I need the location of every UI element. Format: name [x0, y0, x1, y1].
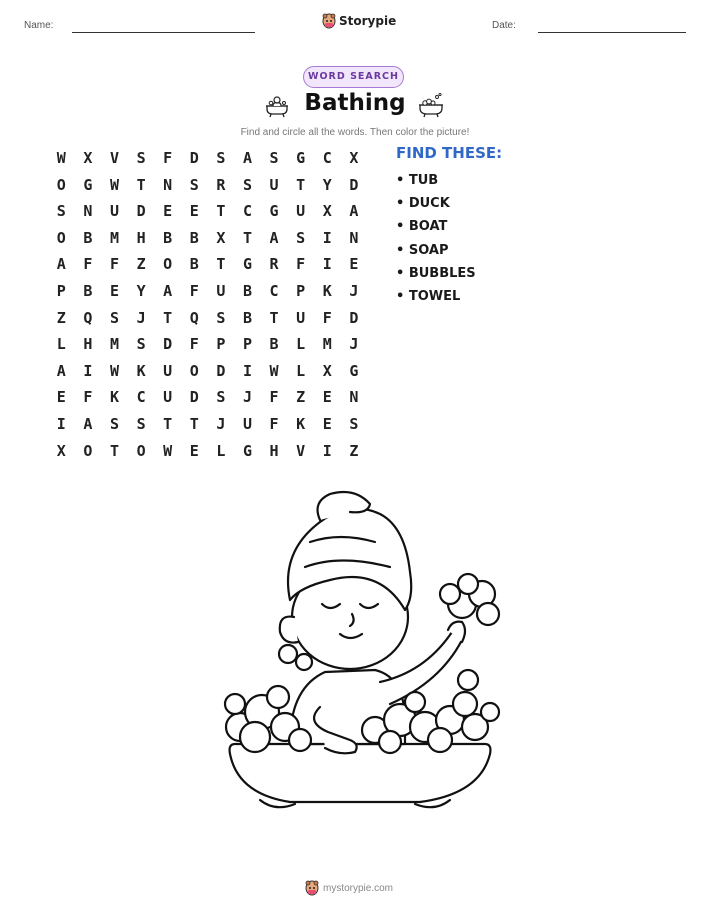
- storypie-logo-icon: [322, 13, 336, 29]
- grid-cell[interactable]: B: [189, 255, 199, 274]
- grid-cell[interactable]: D: [163, 335, 173, 354]
- grid-cell[interactable]: W: [109, 361, 119, 380]
- grid-cell[interactable]: F: [189, 281, 199, 300]
- grid-cell[interactable]: B: [269, 335, 279, 354]
- grid-cell[interactable]: X: [322, 202, 332, 221]
- grid-cell[interactable]: A: [83, 414, 93, 433]
- footer-url: mystorypie.com: [323, 882, 394, 894]
- grid-cell[interactable]: G: [242, 255, 252, 274]
- grid-cell[interactable]: J: [349, 281, 359, 300]
- grid-cell[interactable]: L: [296, 361, 306, 380]
- grid-cell[interactable]: A: [242, 149, 252, 167]
- grid-cell[interactable]: S: [216, 308, 226, 327]
- grid-cell[interactable]: Y: [136, 281, 146, 300]
- grid-cell[interactable]: Q: [83, 308, 93, 327]
- bathtub-icon: [417, 92, 445, 118]
- grid-cell[interactable]: P: [242, 335, 252, 354]
- name-label: Name:: [24, 20, 54, 31]
- child-in-bubble-bath-picture: [200, 482, 510, 827]
- grid-cell[interactable]: E: [349, 255, 359, 274]
- grid-cell[interactable]: T: [296, 175, 306, 194]
- grid-cell[interactable]: P: [296, 281, 306, 300]
- grid-cell[interactable]: J: [349, 335, 359, 354]
- grid-cell[interactable]: X: [349, 149, 359, 167]
- grid-cell[interactable]: V: [296, 441, 306, 460]
- grid-cell[interactable]: E: [109, 281, 119, 300]
- rubber-duck-bathtub-icon: [264, 92, 290, 118]
- grid-cell[interactable]: K: [322, 281, 332, 300]
- grid-cell[interactable]: J: [216, 414, 226, 433]
- grid-cell[interactable]: C: [322, 149, 332, 167]
- grid-cell[interactable]: S: [189, 175, 199, 194]
- page-title: Bathing: [304, 90, 406, 116]
- grid-cell[interactable]: M: [322, 335, 332, 354]
- grid-cell[interactable]: F: [296, 255, 306, 274]
- grid-cell[interactable]: C: [242, 202, 252, 221]
- grid-cell[interactable]: J: [136, 308, 146, 327]
- grid-cell[interactable]: L: [56, 335, 66, 354]
- grid-cell[interactable]: S: [136, 149, 146, 167]
- grid-cell[interactable]: B: [242, 281, 252, 300]
- grid-cell[interactable]: U: [296, 308, 306, 327]
- grid-cell[interactable]: G: [296, 149, 306, 167]
- grid-cell[interactable]: S: [296, 228, 306, 247]
- grid-cell[interactable]: W: [56, 149, 66, 167]
- date-label: Date:: [492, 20, 516, 31]
- grid-cell[interactable]: T: [216, 202, 226, 221]
- grid-cell[interactable]: U: [296, 202, 306, 221]
- grid-cell[interactable]: F: [83, 255, 93, 274]
- grid-cell[interactable]: W: [163, 441, 173, 460]
- grid-cell[interactable]: T: [163, 308, 173, 327]
- grid-cell[interactable]: K: [296, 414, 306, 433]
- grid-cell[interactable]: T: [216, 255, 226, 274]
- grid-cell[interactable]: D: [349, 308, 359, 327]
- grid-cell[interactable]: H: [269, 441, 279, 460]
- grid-cell[interactable]: R: [216, 175, 226, 194]
- grid-cell[interactable]: D: [189, 388, 199, 407]
- grid-cell[interactable]: B: [189, 228, 199, 247]
- grid-cell[interactable]: U: [109, 202, 119, 221]
- grid-cell[interactable]: O: [136, 441, 146, 460]
- grid-cell[interactable]: Z: [136, 255, 146, 274]
- word-list-item: • BUBBLES: [396, 265, 476, 281]
- grid-cell[interactable]: A: [163, 281, 173, 300]
- grid-cell[interactable]: G: [269, 202, 279, 221]
- grid-cell[interactable]: E: [189, 202, 199, 221]
- grid-cell[interactable]: X: [83, 149, 93, 167]
- grid-cell[interactable]: F: [322, 308, 332, 327]
- grid-cell[interactable]: I: [322, 255, 332, 274]
- grid-cell[interactable]: K: [136, 361, 146, 380]
- grid-cell[interactable]: T: [109, 441, 119, 460]
- grid-cell[interactable]: B: [83, 228, 93, 247]
- grid-cell[interactable]: F: [269, 414, 279, 433]
- grid-cell[interactable]: F: [163, 149, 173, 167]
- grid-cell[interactable]: Z: [349, 441, 359, 460]
- grid-cell[interactable]: S: [269, 149, 279, 167]
- grid-cell[interactable]: E: [56, 388, 66, 407]
- grid-cell[interactable]: A: [349, 202, 359, 221]
- grid-cell[interactable]: I: [322, 228, 332, 247]
- grid-cell[interactable]: Y: [322, 175, 332, 194]
- grid-cell[interactable]: Z: [56, 308, 66, 327]
- grid-cell[interactable]: T: [269, 308, 279, 327]
- grid-cell[interactable]: D: [136, 202, 146, 221]
- grid-cell[interactable]: X: [216, 228, 226, 247]
- grid-cell[interactable]: A: [56, 361, 66, 380]
- word-list-item: • TUB: [396, 173, 439, 188]
- grid-cell[interactable]: D: [189, 149, 199, 167]
- grid-cell[interactable]: F: [189, 335, 199, 354]
- grid-cell[interactable]: F: [269, 388, 279, 407]
- grid-cell[interactable]: O: [83, 441, 93, 460]
- grid-cell[interactable]: H: [136, 228, 146, 247]
- word-list-item: • SOAP: [396, 242, 449, 258]
- grid-cell[interactable]: O: [163, 255, 173, 274]
- grid-cell[interactable]: T: [189, 414, 199, 433]
- grid-cell[interactable]: I: [56, 414, 66, 433]
- grid-cell[interactable]: B: [163, 228, 173, 247]
- grid-cell[interactable]: D: [216, 361, 226, 380]
- grid-cell[interactable]: P: [216, 335, 226, 354]
- grid-cell[interactable]: Z: [296, 388, 306, 407]
- word-search-badge: WORD SEARCH: [303, 66, 404, 88]
- grid-cell[interactable]: N: [83, 202, 93, 221]
- grid-cell[interactable]: G: [83, 175, 93, 194]
- grid-cell[interactable]: P: [56, 281, 66, 300]
- grid-cell[interactable]: B: [83, 281, 93, 300]
- grid-cell[interactable]: O: [189, 361, 199, 380]
- grid-cell[interactable]: F: [83, 388, 93, 407]
- grid-cell[interactable]: U: [163, 361, 173, 380]
- grid-cell[interactable]: E: [189, 441, 199, 460]
- grid-cell[interactable]: S: [216, 149, 226, 167]
- grid-cell[interactable]: N: [349, 228, 359, 247]
- grid-cell[interactable]: O: [56, 175, 66, 194]
- grid-cell[interactable]: Q: [189, 308, 199, 327]
- grid-cell[interactable]: X: [322, 361, 332, 380]
- grid-cell[interactable]: U: [216, 281, 226, 300]
- grid-cell[interactable]: I: [83, 361, 93, 380]
- grid-cell[interactable]: V: [109, 149, 119, 167]
- storypie-logo-icon: [305, 880, 319, 896]
- date-line: [538, 32, 686, 33]
- grid-cell[interactable]: D: [349, 175, 359, 194]
- grid-cell[interactable]: A: [56, 255, 66, 274]
- grid-cell[interactable]: H: [83, 335, 93, 354]
- grid-cell[interactable]: K: [109, 388, 119, 407]
- grid-cell[interactable]: N: [349, 388, 359, 407]
- grid-cell[interactable]: C: [136, 388, 146, 407]
- grid-cell[interactable]: W: [269, 361, 279, 380]
- instructions: Find and circle all the words. Then color the picture!: [240, 127, 470, 138]
- grid-cell[interactable]: M: [109, 228, 119, 247]
- grid-cell[interactable]: C: [269, 281, 279, 300]
- footer: [305, 880, 393, 896]
- grid-cell[interactable]: J: [242, 388, 252, 407]
- grid-cell[interactable]: S: [109, 308, 119, 327]
- grid-cell[interactable]: N: [163, 175, 173, 194]
- grid-cell[interactable]: S: [216, 388, 226, 407]
- grid-cell[interactable]: I: [322, 441, 332, 460]
- grid-cell[interactable]: G: [349, 361, 359, 380]
- grid-cell[interactable]: U: [269, 175, 279, 194]
- grid-cell[interactable]: F: [109, 255, 119, 274]
- brand-name: Storypie: [339, 14, 397, 28]
- word-list-item: • BOAT: [396, 219, 448, 235]
- grid-cell[interactable]: S: [136, 414, 146, 433]
- grid-cell[interactable]: A: [269, 228, 279, 247]
- name-line: [72, 32, 255, 33]
- brand: [322, 13, 396, 29]
- grid-cell[interactable]: T: [136, 175, 146, 194]
- grid-cell[interactable]: E: [322, 388, 332, 407]
- grid-cell[interactable]: B: [242, 308, 252, 327]
- grid-cell[interactable]: X: [56, 441, 66, 460]
- grid-cell[interactable]: S: [109, 414, 119, 433]
- grid-cell[interactable]: I: [242, 361, 252, 380]
- grid-cell[interactable]: S: [242, 175, 252, 194]
- grid-cell[interactable]: E: [163, 202, 173, 221]
- word-list-item: • TOWEL: [396, 288, 461, 304]
- grid-cell[interactable]: U: [163, 388, 173, 407]
- grid-cell[interactable]: T: [242, 228, 252, 247]
- grid-cell[interactable]: T: [163, 414, 173, 433]
- grid-cell[interactable]: W: [109, 175, 119, 194]
- grid-cell[interactable]: G: [242, 441, 252, 460]
- grid-cell[interactable]: E: [322, 414, 332, 433]
- grid-cell[interactable]: M: [109, 335, 119, 354]
- grid-cell[interactable]: L: [216, 441, 226, 460]
- grid-cell[interactable]: R: [269, 255, 279, 274]
- grid-cell[interactable]: S: [136, 335, 146, 354]
- find-these-heading: FIND THESE:: [396, 144, 503, 162]
- letter-grid[interactable]: [48, 145, 367, 464]
- grid-cell[interactable]: S: [56, 202, 66, 221]
- word-list: [396, 171, 476, 310]
- grid-cell[interactable]: L: [296, 335, 306, 354]
- grid-cell[interactable]: S: [349, 414, 359, 433]
- grid-cell[interactable]: O: [56, 228, 66, 247]
- word-list-item: • DUCK: [396, 196, 450, 212]
- grid-cell[interactable]: U: [242, 414, 252, 433]
